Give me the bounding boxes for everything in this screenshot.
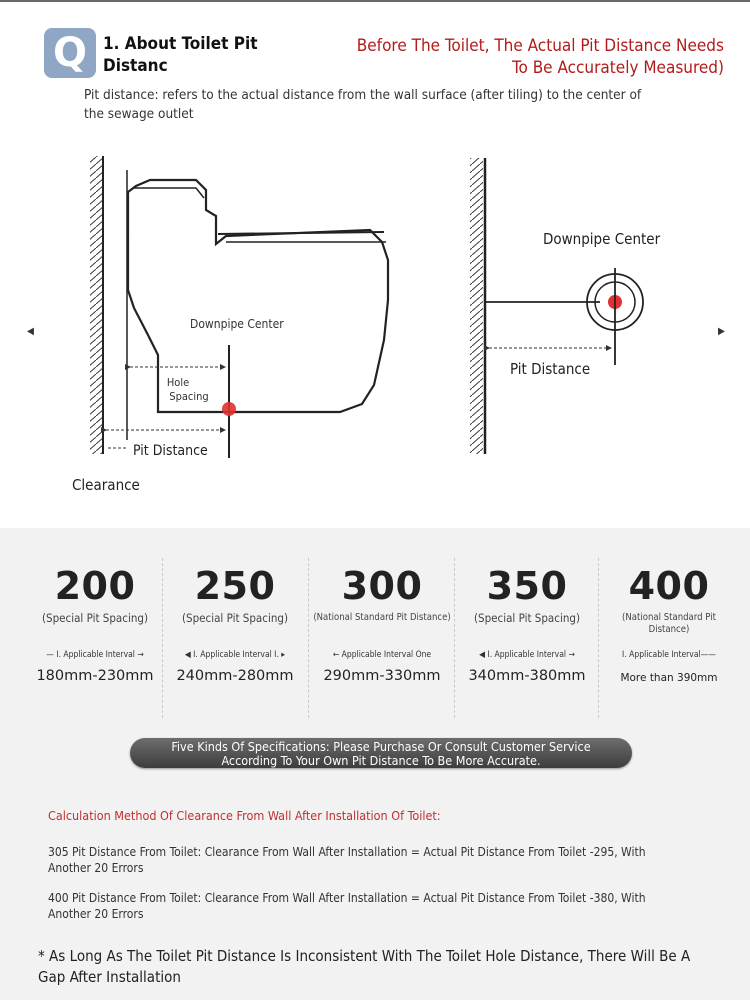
section-title: 1. About Toilet Pit Distanc [103, 34, 258, 76]
right-pit-distance-label: Pit Distance [510, 360, 591, 378]
spec-interval: I. Applicable Interval—— [622, 650, 716, 660]
spec-card-400 [604, 564, 734, 714]
spec-interval: ← Applicable Interval One [332, 650, 432, 660]
footnote: * As Long As The Toilet Pit Distance Is Inconsistent With The Toilet Hole Distance, There Will Be A Gap After Installation [38, 947, 691, 986]
right-downpipe-label: Downpipe Center [543, 230, 661, 248]
spec-card-200 [30, 564, 160, 714]
spec-divider [162, 558, 163, 718]
hole-spacing-label-1: Hole [166, 376, 190, 389]
spec-range: 290mm-330mm [323, 668, 441, 684]
left-outlet-marker [222, 402, 236, 416]
toilet-lid [218, 232, 384, 234]
spec-divider [598, 558, 599, 718]
spec-card-300 [312, 564, 452, 714]
spec-type: (Special Pit Spacing) [41, 611, 148, 625]
specs-notice-pill [130, 738, 632, 768]
spec-type: (National Standard Pit Distance) [313, 612, 451, 623]
intro-text: Pit distance: refers to the actual distance from the wall surface (after tiling) to the center of the sewage outlet [84, 87, 642, 122]
spec-range: 340mm-380mm [468, 668, 586, 684]
section-note: Before The Toilet, The Actual Pit Distance Needs To Be Accurately Measured) [356, 36, 724, 78]
top-divider [0, 0, 750, 2]
calc-heading: Calculation Method Of Clearance From Wall After Installation Of Toilet: [48, 808, 441, 823]
spec-interval: — I. Applicable Interval → [46, 650, 144, 660]
right-wall-hatch [470, 158, 483, 454]
spec-interval: ◀ I. Applicable Interval → [479, 650, 575, 660]
spec-range: 240mm-280mm [176, 668, 294, 684]
pill-line-2: According To Your Own Pit Distance To Be More Accurate. [221, 753, 541, 768]
spec-card-350 [458, 564, 596, 714]
spec-divider [454, 558, 455, 718]
next-arrow-icon[interactable]: ▶ [718, 326, 725, 337]
spec-interval: ◀ I. Applicable Interval I. ▸ [184, 650, 286, 660]
specs-panel [0, 528, 750, 1000]
left-pit-distance-label: Pit Distance [133, 443, 208, 459]
spec-range: More than 390mm [620, 672, 718, 684]
spec-range: 180mm-230mm [36, 668, 154, 684]
calc-item-400: 400 Pit Distance From Toilet: Clearance From Wall After Installation = Actual Pit Distance From Toilet -380, With Another 20 Errors [48, 891, 646, 921]
diagram-svg [0, 150, 750, 510]
pit-distance-diagram [0, 150, 750, 510]
spec-value: 250 [194, 564, 276, 608]
spec-value: 200 [54, 564, 136, 608]
spec-divider [308, 558, 309, 718]
prev-arrow-icon[interactable]: ◀ [27, 326, 34, 337]
spec-card-250 [166, 564, 304, 714]
tank-cover [134, 188, 204, 198]
q-badge-icon: Q [44, 28, 96, 78]
spec-value: 350 [486, 564, 568, 608]
spec-type: (Special Pit Spacing) [473, 611, 580, 625]
spec-type: (National Standard Pit Distance) [622, 612, 716, 635]
left-wall-hatch [90, 156, 102, 454]
spec-value: 400 [628, 564, 710, 608]
left-downpipe-label: Downpipe Center [190, 317, 284, 331]
clearance-label: Clearance [72, 476, 140, 494]
spec-type: (Special Pit Spacing) [181, 611, 288, 625]
calc-item-305: 305 Pit Distance From Toilet: Clearance From Wall After Installation = Actual Pit Distance From Toilet -295, With Another 20 Errors [48, 845, 646, 875]
hole-spacing-label-2: Spacing [169, 390, 209, 403]
pill-line-1: Five Kinds Of Specifications: Please Purchase Or Consult Customer Service [171, 739, 591, 754]
spec-value: 300 [341, 564, 423, 608]
